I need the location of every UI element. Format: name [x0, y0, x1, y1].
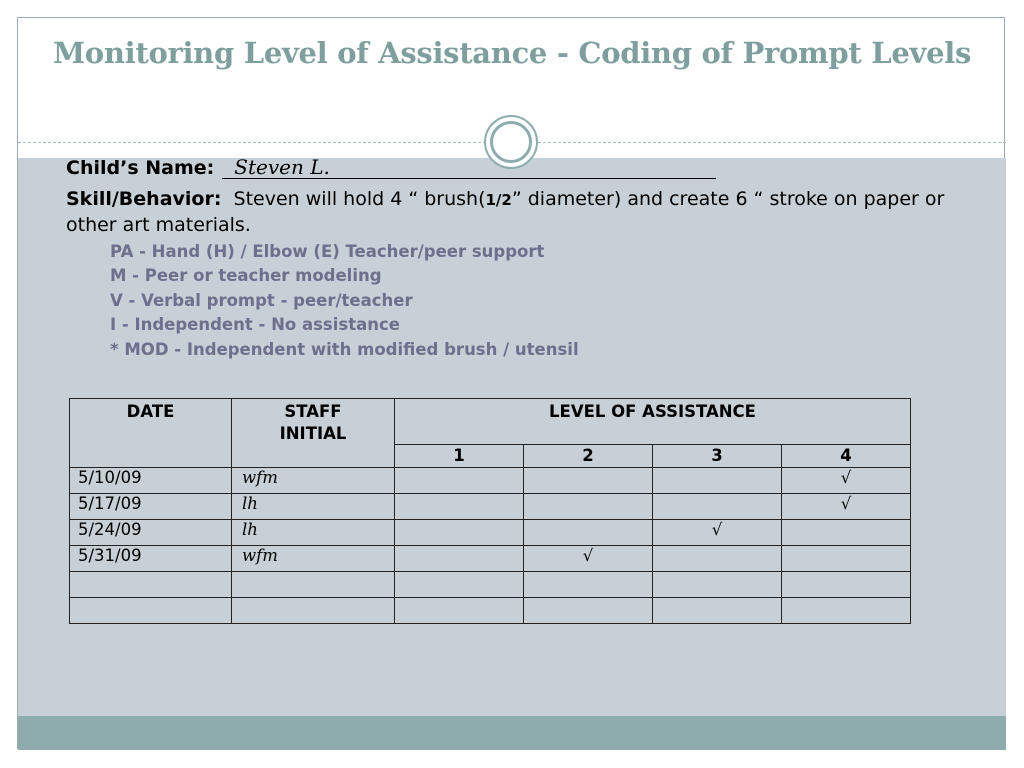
row-initial: [232, 572, 395, 598]
row-level-2: [524, 520, 653, 546]
row-level-1: [395, 598, 524, 624]
row-level-1: [395, 468, 524, 494]
header-staff-initial: STAFF INITIAL: [232, 399, 395, 468]
row-level-2: [524, 598, 653, 624]
row-level-4: √: [782, 494, 911, 520]
row-initial: lh: [232, 520, 395, 546]
row-level-3: [653, 494, 782, 520]
header-level-1: 1: [395, 445, 524, 468]
table-row: [70, 494, 911, 520]
row-date: [70, 572, 232, 598]
row-date: [70, 598, 232, 624]
slide-title: Monitoring Level of Assistance - Coding of Prompt Levels: [53, 36, 971, 70]
row-level-4: √: [782, 468, 911, 494]
header-level-3: 3: [653, 445, 782, 468]
row-initial: wfm: [232, 468, 395, 494]
child-name-label: Child’s Name:: [66, 157, 215, 179]
child-name-value: Steven L.: [222, 156, 716, 179]
assistance-table: [69, 398, 911, 624]
row-level-4: [782, 598, 911, 624]
skill-text-before: Steven will hold 4 “ brush(: [233, 188, 486, 210]
row-level-2: [524, 572, 653, 598]
table-row: [70, 468, 911, 494]
row-initial: lh: [232, 494, 395, 520]
row-level-3: [653, 598, 782, 624]
row-level-4: [782, 572, 911, 598]
row-date: 5/17/09: [70, 494, 232, 520]
legend-item-v: V - Verbal prompt - peer/teacher: [110, 290, 413, 310]
child-name-line: [66, 156, 716, 179]
row-level-2: [524, 494, 653, 520]
skill-fraction: 1/2: [485, 191, 512, 209]
row-level-3: [653, 546, 782, 572]
row-initial: [232, 598, 395, 624]
skill-label: Skill/Behavior:: [66, 188, 222, 210]
row-date: 5/10/09: [70, 468, 232, 494]
legend-item-pa: PA - Hand (H) / Elbow (E) Teacher/peer support: [110, 242, 545, 261]
skill-text-after: ” diameter) and create 6 “ stroke on paper or other art materials.: [66, 188, 945, 236]
row-level-4: [782, 546, 911, 572]
slide-frame: [17, 17, 1005, 749]
row-level-3: √: [653, 520, 782, 546]
row-level-4: [782, 520, 911, 546]
skill-behavior: [66, 187, 946, 238]
table-row: [70, 520, 911, 546]
table-row: [70, 598, 911, 624]
row-level-3: [653, 468, 782, 494]
row-level-1: [395, 520, 524, 546]
row-level-1: [395, 572, 524, 598]
header-date: DATE: [70, 399, 232, 468]
row-level-2: √: [524, 546, 653, 572]
footer-accent-bar: [18, 716, 1006, 750]
row-level-1: [395, 546, 524, 572]
row-date: 5/24/09: [70, 520, 232, 546]
row-initial: wfm: [232, 546, 395, 572]
prompt-level-legend: [110, 240, 579, 362]
row-level-3: [653, 572, 782, 598]
row-date: 5/31/09: [70, 546, 232, 572]
table-row: [70, 572, 911, 598]
legend-item-mod: * MOD - Independent with modified brush / utensil: [110, 339, 579, 359]
table-row: [70, 546, 911, 572]
header-level-of-assistance: LEVEL OF ASSISTANCE: [395, 399, 911, 445]
legend-item-i: I - Independent - No assistance: [110, 315, 400, 335]
header-level-2: 2: [524, 445, 653, 468]
row-level-1: [395, 494, 524, 520]
row-level-2: [524, 468, 653, 494]
header-level-4: 4: [782, 445, 911, 468]
legend-item-m: M - Peer or teacher modeling: [110, 266, 382, 286]
